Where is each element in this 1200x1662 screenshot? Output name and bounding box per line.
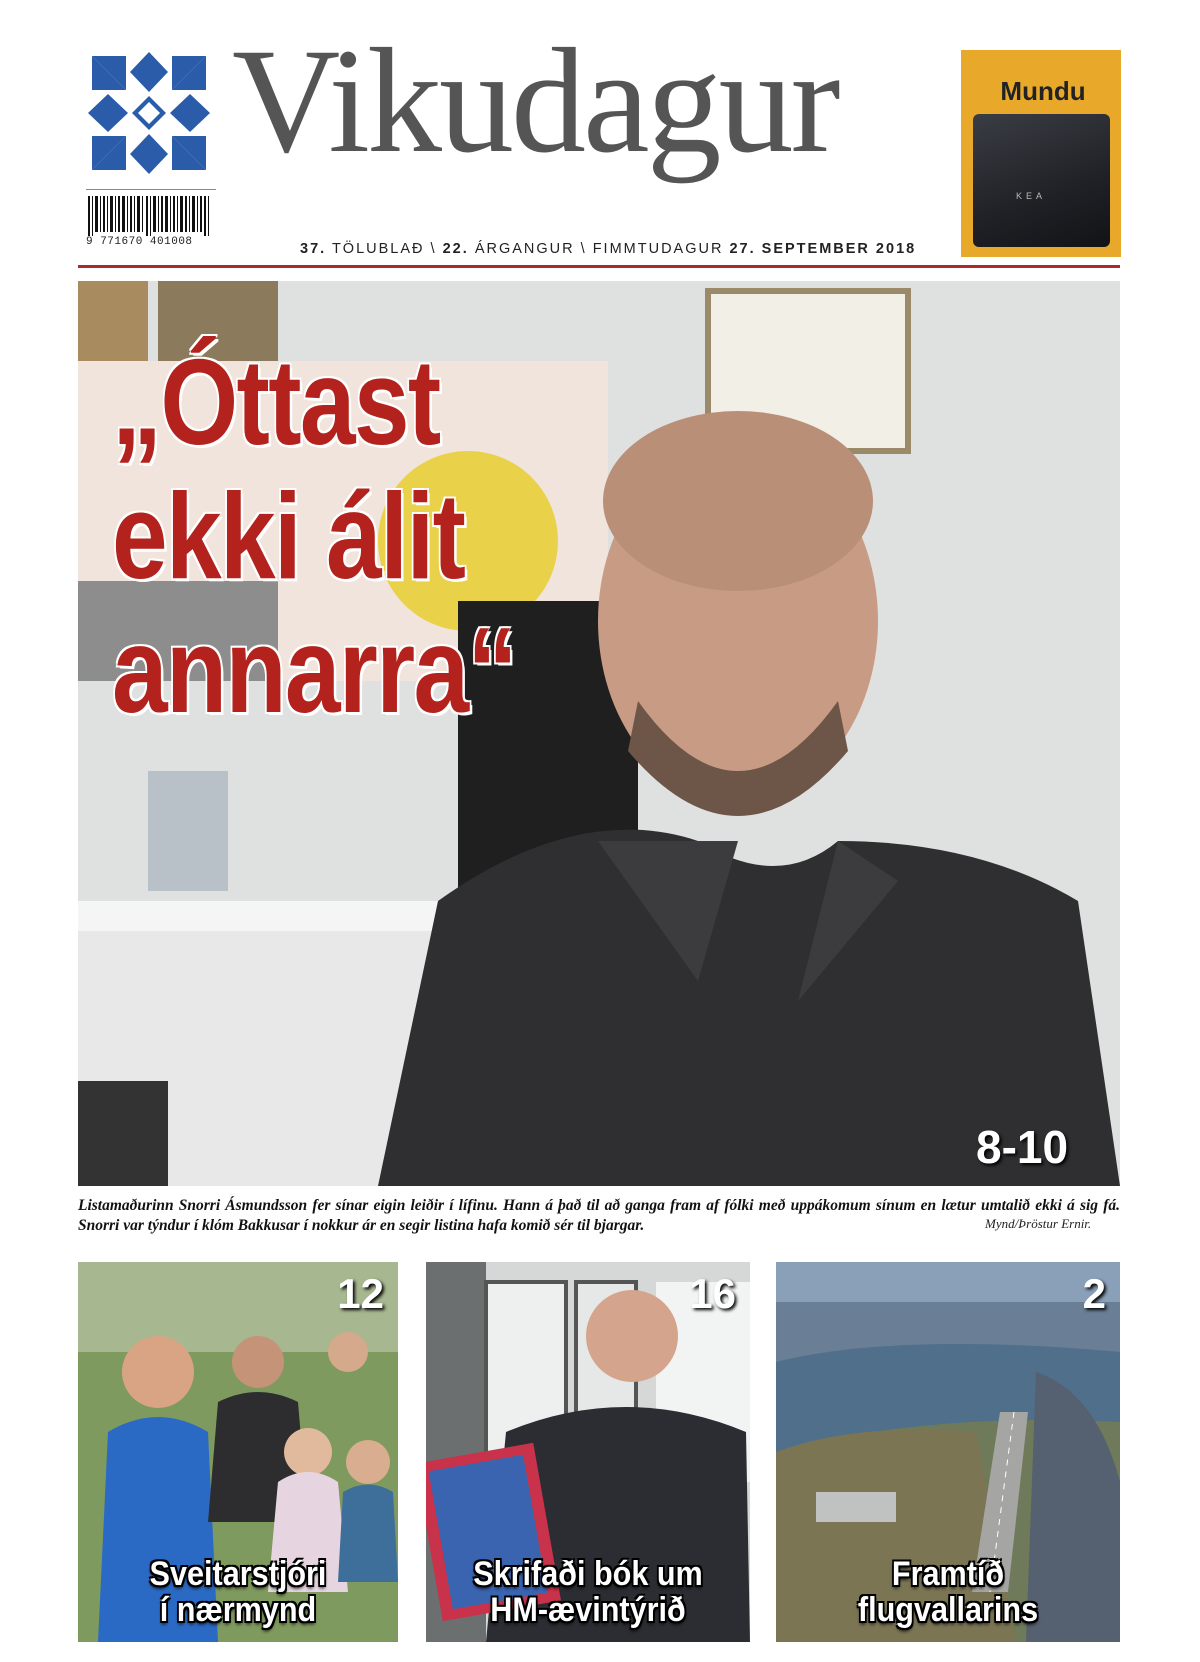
teaser-page-ref-3: 2 [1082,1270,1106,1317]
main-caption: Listamaðurinn Snorri Ásmundsson fer sínar eigin leiðir í lífinu. Hann á það til að ganga fram af fólki með uppákomum sínum en lætur umtalið ekki á sig fá. Snorri var týndur í klóm Bakkusar í nokkur ár en segir listina hafa komið sér til bjargar. [78,1197,1120,1234]
issue-number-label: TÖLUBLAÐ [331,241,425,257]
separator: \ [430,241,437,257]
masthead-divider [78,265,1120,268]
teaser-tile-2[interactable] [426,1262,750,1642]
barcode-icon [86,196,216,236]
ad-card-text: KEA [1016,191,1047,201]
issue-number: 37. [300,241,327,257]
teaser-title-2: Skrifaði bók um HM-ævintýrið [473,1555,703,1629]
issue-volume: 22. [442,241,469,257]
issue-line [300,241,916,257]
ad-title: Mundu [1000,76,1086,106]
teaser-page-ref-1: 12 [337,1270,384,1317]
issue-weekday: FIMMTUDAGUR [592,241,724,257]
main-headline: „Óttast ekki álit annarra“ [112,334,516,738]
teaser-title-3: Framtíð flugvallarins [857,1555,1039,1629]
barcode-digits: 9 771670 401008 [86,236,193,248]
barcode-rule [86,189,216,190]
teaser-tile-3[interactable] [776,1262,1120,1642]
teaser-page-ref-2: 16 [689,1270,736,1317]
photo-credit: Mynd/Þröstur Ernir. [985,1216,1092,1231]
main-page-ref: 8-10 [976,1121,1069,1173]
issue-volume-label: ÁRGANGUR [474,241,575,257]
separator: \ [580,241,587,257]
logo-star-icon [86,50,212,176]
teaser-tile-1[interactable] [78,1262,398,1642]
masthead-title: Vikudagur [232,18,838,184]
ad-card-image [973,114,1110,247]
teaser-title-1: Sveitarstjóri í nærmynd [149,1555,327,1629]
issue-date: 27. SEPTEMBER 2018 [729,241,917,257]
